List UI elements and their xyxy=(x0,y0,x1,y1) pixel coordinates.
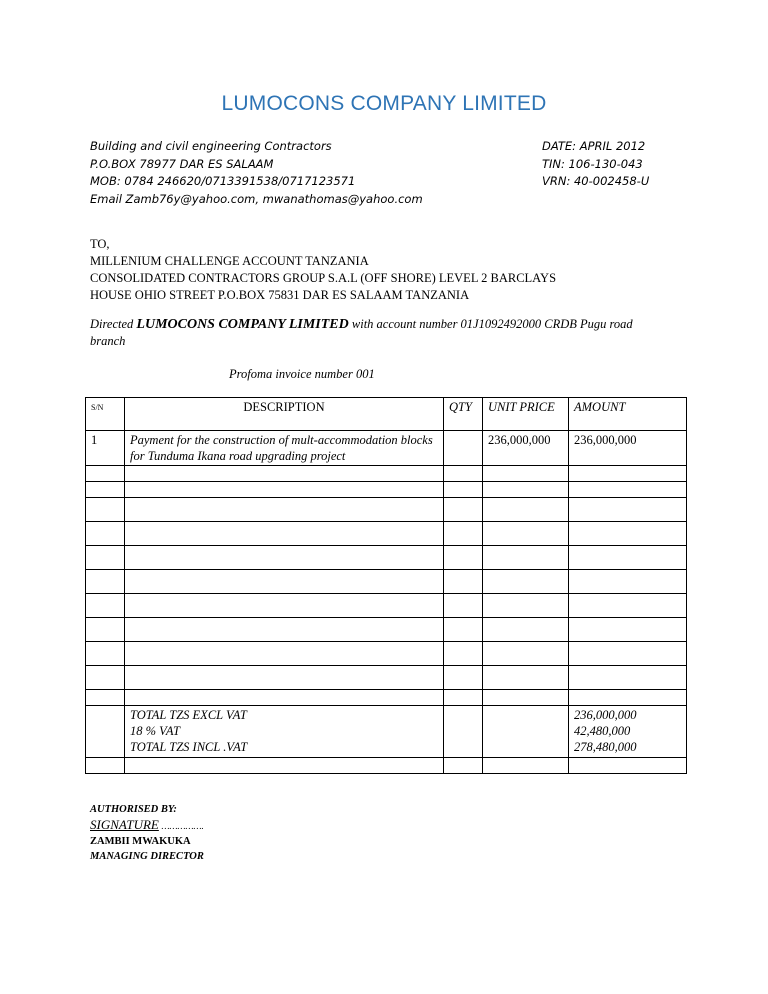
empty-row xyxy=(86,570,687,594)
empty-row xyxy=(86,594,687,618)
recipient-line: CONSOLIDATED CONTRACTORS GROUP S.A.L (OFF SHORE) LEVEL 2 BARCLAYS xyxy=(90,271,557,285)
signature-dots: ……………. xyxy=(161,821,204,831)
item-description: Payment for the construction of mult-accommodation blocks for Tunduma Ikana road upgrading project xyxy=(125,431,444,466)
header-sn: S/N xyxy=(86,398,125,431)
item-unit-price: 236,000,000 xyxy=(483,431,569,466)
directed-suffix: with account number 01J1092492000 CRDB Pugu road branch xyxy=(90,317,633,348)
item-sn: 1 xyxy=(86,431,125,466)
empty-row xyxy=(86,642,687,666)
header-description: DESCRIPTION xyxy=(125,398,444,431)
total-excl-vat-label: TOTAL TZS EXCL VAT xyxy=(130,708,247,722)
empty-row xyxy=(86,546,687,570)
payment-instruction xyxy=(90,316,650,350)
empty-row xyxy=(86,482,687,498)
item-qty xyxy=(444,431,483,466)
empty-row xyxy=(86,466,687,482)
company-line: MOB: 0784 246620/0713391538/0717123571 xyxy=(90,174,356,188)
total-excl-vat-value: 236,000,000 xyxy=(574,708,637,722)
recipient-address xyxy=(90,236,556,304)
header-unit-price: UNIT PRICE xyxy=(483,398,569,431)
invoice-table xyxy=(85,397,687,774)
empty-row xyxy=(86,666,687,690)
signatory-name: ZAMBII MWAKUKA xyxy=(90,836,191,847)
company-line: Email Zamb76y@yahoo.com, mwanathomas@yahoo.com xyxy=(90,191,423,206)
totals-row xyxy=(86,706,687,758)
directed-company: LUMOCONS COMPANY LIMITED xyxy=(136,317,349,332)
invoice-date: DATE: APRIL 2012 xyxy=(542,139,646,153)
empty-row xyxy=(86,758,687,774)
table-header-row xyxy=(86,398,687,431)
vat-value: 42,480,000 xyxy=(574,724,631,738)
empty-row xyxy=(86,618,687,642)
recipient-line: TO, xyxy=(90,237,110,251)
empty-row xyxy=(86,690,687,706)
totals-labels xyxy=(125,706,444,758)
vrn-number: VRN: 40-002458-U xyxy=(542,174,650,188)
header-amount: AMOUNT xyxy=(569,398,687,431)
recipient-line: MILLENIUM CHALLENGE ACCOUNT TANZANIA xyxy=(90,254,369,268)
signature-line xyxy=(90,817,204,834)
vat-label: 18 % VAT xyxy=(130,724,180,738)
company-title: LUMOCONS COMPANY LIMITED xyxy=(221,92,547,115)
authorised-by-label: AUTHORISED BY: xyxy=(90,804,177,815)
directed-prefix: Directed xyxy=(90,317,137,331)
totals-values xyxy=(569,706,687,758)
invoice-title: Profoma invoice number 001 xyxy=(229,367,375,381)
recipient-line: HOUSE OHIO STREET P.O.BOX 75831 DAR ES SALAAM TANZANIA xyxy=(90,288,470,302)
table-row xyxy=(86,431,687,466)
tin-number: TIN: 106-130-043 xyxy=(542,156,643,171)
signatory-title: MANAGING DIRECTOR xyxy=(90,851,204,862)
signature-label: SIGNATURE xyxy=(90,817,159,832)
invoice-meta xyxy=(542,138,649,191)
empty-row xyxy=(86,498,687,522)
company-details xyxy=(90,138,423,208)
empty-row xyxy=(86,522,687,546)
item-amount: 236,000,000 xyxy=(569,431,687,466)
total-incl-vat-value: 278,480,000 xyxy=(574,740,637,754)
total-incl-vat-label: TOTAL TZS INCL .VAT xyxy=(130,740,248,754)
company-line: P.O.BOX 78977 DAR ES SALAAM xyxy=(90,156,274,171)
authorisation-block xyxy=(90,802,204,864)
company-line: Building and civil engineering Contractors xyxy=(90,139,332,153)
header-qty: QTY xyxy=(444,398,483,431)
